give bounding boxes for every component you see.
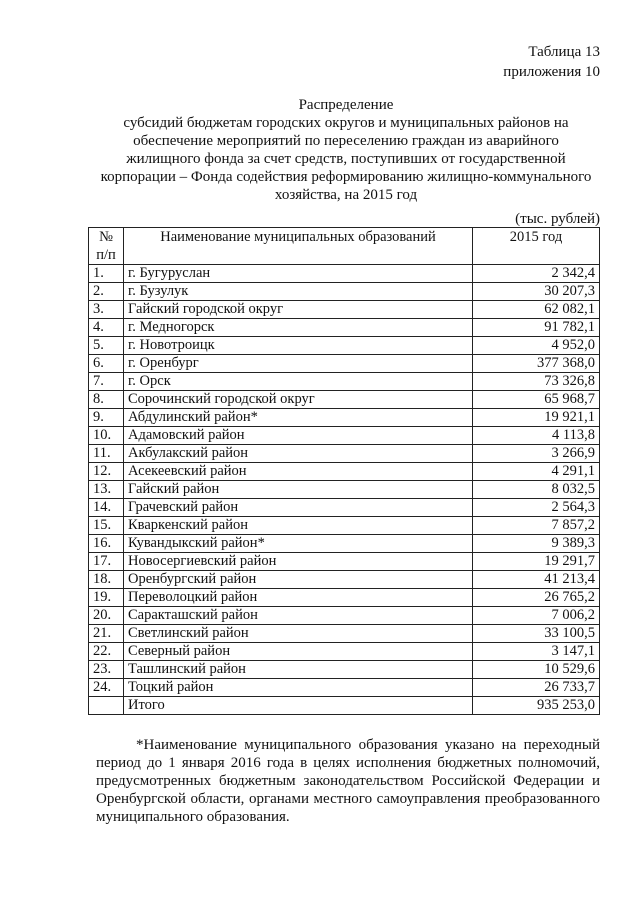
- row-number: 2.: [89, 283, 124, 301]
- title-line: субсидий бюджетам городских округов и муниципальных районов на: [123, 115, 569, 131]
- column-header-year: 2015 год: [473, 228, 600, 265]
- column-header-number: [89, 228, 124, 265]
- table-header-row: [89, 228, 600, 265]
- table-row: [89, 481, 600, 499]
- row-number: 13.: [89, 481, 124, 499]
- subsidy-value: 7 006,2: [473, 607, 600, 625]
- row-number: 3.: [89, 301, 124, 319]
- table-row: [89, 643, 600, 661]
- municipality-name: Асекеевский район: [124, 463, 473, 481]
- municipality-name: Абдулинский район*: [124, 409, 473, 427]
- table-row: [89, 283, 600, 301]
- table-row: [89, 625, 600, 643]
- table-total-row: [89, 697, 600, 715]
- municipality-name: Тоцкий район: [124, 679, 473, 697]
- column-header-number-line2: п/п: [96, 247, 116, 263]
- subsidy-value: 26 733,7: [473, 679, 600, 697]
- table-row: [89, 679, 600, 697]
- municipality-name: Ташлинский район: [124, 661, 473, 679]
- subsidy-value: 91 782,1: [473, 319, 600, 337]
- table-row: [89, 319, 600, 337]
- municipality-name: г. Оренбург: [124, 355, 473, 373]
- municipality-name: Переволоцкий район: [124, 589, 473, 607]
- table-row: [89, 427, 600, 445]
- table-row: [89, 445, 600, 463]
- row-number: 11.: [89, 445, 124, 463]
- row-number: 16.: [89, 535, 124, 553]
- table-row: [89, 517, 600, 535]
- appendix-reference: приложения 10: [503, 64, 600, 80]
- subsidy-value: 2 564,3: [473, 499, 600, 517]
- municipality-name: г. Новотроицк: [124, 337, 473, 355]
- row-number: 18.: [89, 571, 124, 589]
- table-row: [89, 463, 600, 481]
- subsidy-table: [88, 227, 600, 715]
- total-value: 935 253,0: [473, 697, 600, 715]
- municipality-name: Кваркенский район: [124, 517, 473, 535]
- municipality-name: Новосергиевский район: [124, 553, 473, 571]
- subsidy-value: 30 207,3: [473, 283, 600, 301]
- table-row: [89, 499, 600, 517]
- table-row: [89, 535, 600, 553]
- document-title: [96, 96, 596, 204]
- municipality-name: Грачевский район: [124, 499, 473, 517]
- row-number: 10.: [89, 427, 124, 445]
- table-row: [89, 661, 600, 679]
- table-reference: Таблица 13: [528, 44, 600, 60]
- subsidy-value: 10 529,6: [473, 661, 600, 679]
- subsidy-value: 65 968,7: [473, 391, 600, 409]
- subsidy-value: 4 291,1: [473, 463, 600, 481]
- row-number: 23.: [89, 661, 124, 679]
- row-number: 7.: [89, 373, 124, 391]
- table-body: [89, 265, 600, 697]
- row-number: 1.: [89, 265, 124, 283]
- subsidy-value: 73 326,8: [473, 373, 600, 391]
- municipality-name: Саракташский район: [124, 607, 473, 625]
- subsidy-value: 4 113,8: [473, 427, 600, 445]
- subsidy-value: 19 291,7: [473, 553, 600, 571]
- subsidy-value: 33 100,5: [473, 625, 600, 643]
- municipality-name: г. Медногорск: [124, 319, 473, 337]
- table-row: [89, 301, 600, 319]
- subsidy-value: 2 342,4: [473, 265, 600, 283]
- row-number: 4.: [89, 319, 124, 337]
- row-number: 9.: [89, 409, 124, 427]
- title-line: хозяйства, на 2015 год: [274, 187, 418, 203]
- row-number: 12.: [89, 463, 124, 481]
- row-number: 5.: [89, 337, 124, 355]
- table-row: [89, 553, 600, 571]
- title-line: Распределение: [298, 97, 394, 113]
- unit-label: (тыс. рублей): [515, 211, 600, 227]
- subsidy-value: 3 147,1: [473, 643, 600, 661]
- row-number: 24.: [89, 679, 124, 697]
- municipality-name: Оренбургский район: [124, 571, 473, 589]
- municipality-name: Гайский район: [124, 481, 473, 499]
- municipality-name: Северный район: [124, 643, 473, 661]
- row-number: 6.: [89, 355, 124, 373]
- title-line: корпорации – Фонда содействия реформированию жилищно-коммунального: [100, 169, 592, 185]
- subsidy-value: 7 857,2: [473, 517, 600, 535]
- subsidy-value: 19 921,1: [473, 409, 600, 427]
- document-reference: [503, 42, 600, 82]
- row-number: 17.: [89, 553, 124, 571]
- column-header-name: Наименование муниципальных образований: [124, 228, 473, 265]
- subsidy-value: 9 389,3: [473, 535, 600, 553]
- table-row: [89, 571, 600, 589]
- row-number: 15.: [89, 517, 124, 535]
- row-number: 8.: [89, 391, 124, 409]
- table-row: [89, 589, 600, 607]
- total-label: Итого: [124, 697, 473, 715]
- subsidy-value: 8 032,5: [473, 481, 600, 499]
- table-row: [89, 337, 600, 355]
- table-row: [89, 391, 600, 409]
- subsidy-value: 377 368,0: [473, 355, 600, 373]
- subsidy-value: 4 952,0: [473, 337, 600, 355]
- total-number-cell: [89, 697, 124, 715]
- table-row: [89, 373, 600, 391]
- row-number: 14.: [89, 499, 124, 517]
- municipality-name: Кувандыкский район*: [124, 535, 473, 553]
- row-number: 22.: [89, 643, 124, 661]
- municipality-name: г. Орск: [124, 373, 473, 391]
- row-number: 19.: [89, 589, 124, 607]
- column-header-number-line1: №: [99, 229, 113, 245]
- municipality-name: г. Бузулук: [124, 283, 473, 301]
- subsidy-value: 26 765,2: [473, 589, 600, 607]
- table-row: [89, 265, 600, 283]
- row-number: 21.: [89, 625, 124, 643]
- table-row: [89, 355, 600, 373]
- title-line: жилищного фонда за счет средств, поступивших от государственной: [126, 151, 566, 167]
- table-row: [89, 607, 600, 625]
- subsidy-value: 62 082,1: [473, 301, 600, 319]
- municipality-name: г. Бугуруслан: [124, 265, 473, 283]
- municipality-name: Акбулакский район: [124, 445, 473, 463]
- subsidy-value: 3 266,9: [473, 445, 600, 463]
- municipality-name: Сорочинский городской округ: [124, 391, 473, 409]
- municipality-name: Гайский городской округ: [124, 301, 473, 319]
- table-row: [89, 409, 600, 427]
- footnote: *Наименование муниципального образования указано на переходный период до 1 января 2016 года в целях исполнения бюджетных полномочий, предусмотренных бюджетным законодательством Российской Федерации и Оренбургской области, органами местного самоуправления преобразованного муниципального образования.: [96, 737, 600, 825]
- municipality-name: Светлинский район: [124, 625, 473, 643]
- title-line: обеспечение мероприятий по переселению граждан из аварийного: [133, 133, 559, 149]
- municipality-name: Адамовский район: [124, 427, 473, 445]
- row-number: 20.: [89, 607, 124, 625]
- subsidy-value: 41 213,4: [473, 571, 600, 589]
